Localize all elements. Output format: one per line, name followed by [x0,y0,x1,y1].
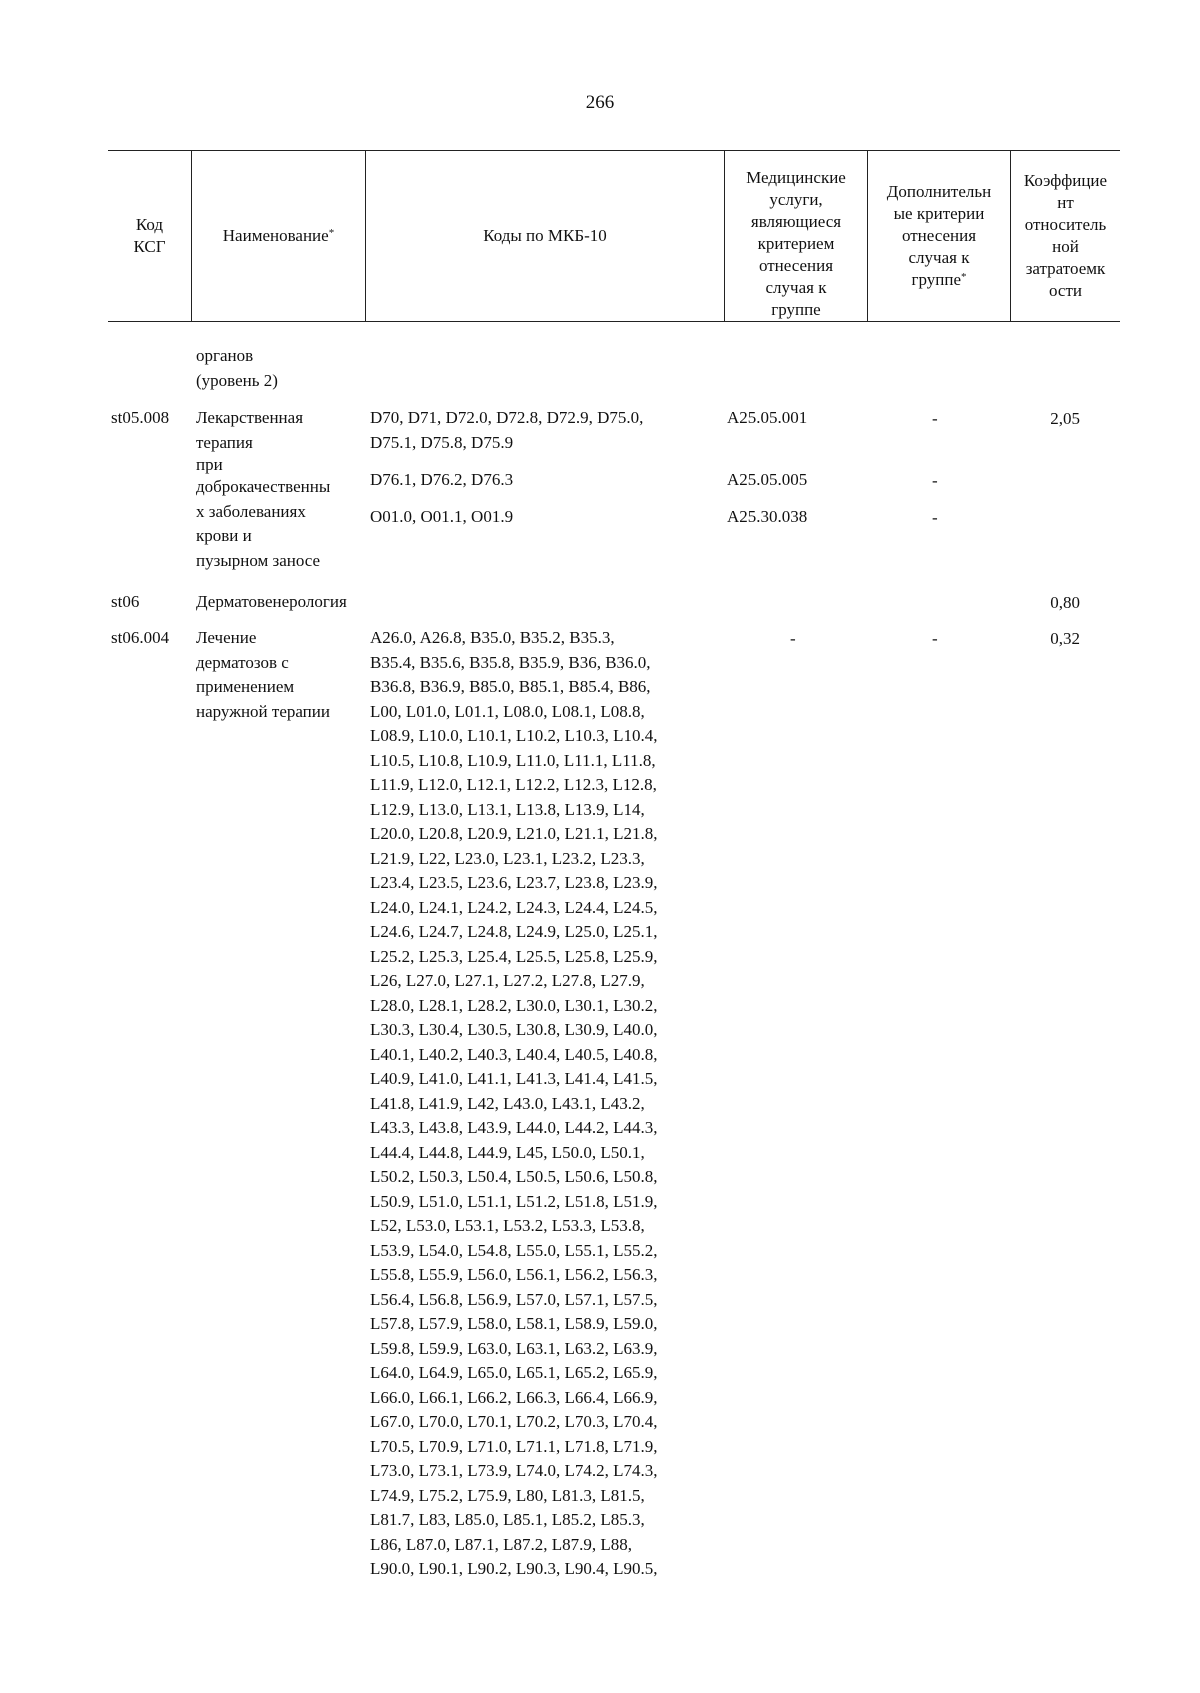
text-line: L64.0, L64.9, L65.0, L65.1, L65.2, L65.9, [370,1363,658,1382]
header-code-line: КСГ [133,237,166,256]
text-line: L10.5, L10.8, L10.9, L11.0, L11.1, L11.8, [370,750,656,770]
text-line: L52, L53.0, L53.1, L53.2, L53.3, L53.8, [370,1216,645,1235]
header-additional [867,151,1010,321]
dash-value: - [790,629,796,648]
header-coef-line: затратоемк [1025,259,1106,278]
text-line: D75.1, D75.8, D75.9 [370,432,514,452]
text-line: B35.4, B35.6, B35.8, B35.9, B36, B36.0, [370,652,651,672]
text-line: L28.0, L28.1, L28.2, L30.0, L30.1, L30.2, [370,995,658,1015]
service-code: A25.05.001 [727,408,808,427]
header-coef [1010,151,1120,321]
text-line: органов [196,346,254,365]
header-name-label: Наименование [222,226,329,245]
text-line: D76.1, D76.2, D76.3 [370,470,514,489]
header-additional-line: отнесения [901,226,977,245]
header-coef-line: ости [1048,281,1082,300]
header-services-line: случая к [765,278,827,297]
text-line: крови и [196,526,252,545]
text-line: L59.8, L59.9, L63.0, L63.1, L63.2, L63.9, [370,1338,658,1358]
header-icd [365,151,724,321]
text-line: L44.4, L44.8, L44.9, L45, L50.0, L50.1, [370,1142,645,1162]
coef-value: 2,05 [1050,409,1080,428]
text-line: L40.1, L40.2, L40.3, L40.4, L40.5, L40.8, [370,1044,658,1064]
text-line: наружной терапии [196,701,330,721]
text-line: L70.5, L70.9, L71.0, L71.1, L71.8, L71.9, [370,1436,658,1456]
text-line: A26.0, A26.8, B35.0, B35.2, B35.3, [370,628,615,647]
text-line: применением [196,677,295,696]
header-code [108,151,191,321]
icd-codes [370,406,730,455]
coef-value: 0,80 [1050,593,1080,612]
header-additional-line: группе [911,270,961,289]
header-services-line: группе [771,300,821,319]
dash-value: - [932,471,938,490]
service-code: A25.30.038 [727,507,808,526]
text-line: L26, L27.0, L27.1, L27.2, L27.8, L27.9, [370,971,645,990]
coef-value: 0,32 [1050,629,1080,648]
text-line: L41.8, L41.9, L42, L43.0, L43.1, L43.2, [370,1093,645,1113]
text-line: L90.0, L90.1, L90.2, L90.3, L90.4, L90.5, [370,1559,658,1578]
text-line: доброкачественны [196,477,331,496]
text-line: при [196,455,223,474]
header-services [724,151,867,321]
header-coef-line: ной [1052,237,1079,256]
text-line: L11.9, L12.0, L12.1, L12.2, L12.3, L12.8, [370,775,657,794]
text-line: L66.0, L66.1, L66.2, L66.3, L66.4, L66.9, [370,1387,658,1407]
text-line: L24.0, L24.1, L24.2, L24.3, L24.4, L24.5, [370,897,658,917]
row-name: Дерматовенерология [196,592,347,611]
header-name [191,151,365,321]
header-services-line: Медицинские [746,168,846,187]
text-line: L21.9, L22, L23.0, L23.1, L23.2, L23.3, [370,848,645,868]
text-line: L25.2, L25.3, L25.4, L25.5, L25.8, L25.9, [370,946,658,966]
header-services-line: отнесения [758,256,834,275]
header-coef-line: Коэффицие [1023,171,1108,190]
text-line: O01.0, O01.1, O01.9 [370,507,514,526]
text-line: L50.2, L50.3, L50.4, L50.5, L50.6, L50.8, [370,1167,658,1186]
text-line: пузырном заносе [196,550,321,570]
footnote-mark: * [328,227,335,239]
header-additional-line: ые критерии [893,204,985,223]
text-line: L40.9, L41.0, L41.1, L41.3, L41.4, L41.5, [370,1069,658,1088]
service-code: A25.05.005 [727,470,808,489]
header-additional-line: случая к [908,248,970,267]
header-additional-line: Дополнительн [886,182,992,201]
table-header [108,150,1120,322]
icd-codes [370,626,730,1582]
row-code: st05.008 [111,408,170,427]
text-line: дерматозов с [196,652,289,672]
text-line: Лечение [196,628,257,647]
dash-value: - [932,508,938,527]
icd-codes [370,468,730,493]
header-coef-line: нт [1057,193,1074,212]
row-name [196,626,330,724]
header-services-line: услуги, [769,190,823,209]
text-line: L74.9, L75.2, L75.9, L80, L81.3, L81.5, [370,1485,645,1505]
header-coef-line: относитель [1024,215,1107,234]
text-line: Лекарственная [196,408,304,427]
header-code-line: Код [135,215,164,234]
continuation-text [196,344,278,393]
text-line: (уровень 2) [196,370,278,390]
text-line: D70, D71, D72.0, D72.8, D72.9, D75.0, [370,408,644,427]
row-name [196,406,330,573]
text-line: L30.3, L30.4, L30.5, L30.8, L30.9, L40.0, [370,1020,658,1039]
text-line: L55.8, L55.9, L56.0, L56.1, L56.2, L56.3, [370,1265,658,1284]
row-code: st06.004 [111,628,170,647]
text-line: L24.6, L24.7, L24.8, L24.9, L25.0, L25.1, [370,922,658,941]
text-line: L20.0, L20.8, L20.9, L21.0, L21.1, L21.8, [370,824,658,843]
dash-value: - [932,629,938,648]
text-line: L50.9, L51.0, L51.1, L51.2, L51.8, L51.9, [370,1191,658,1211]
text-line: L08.9, L10.0, L10.1, L10.2, L10.3, L10.4, [370,726,658,745]
icd-codes [370,505,730,530]
text-line: L67.0, L70.0, L70.1, L70.2, L70.3, L70.4, [370,1412,658,1431]
text-line: L23.4, L23.5, L23.6, L23.7, L23.8, L23.9, [370,873,658,892]
text-line: терапия [196,432,253,452]
text-line: L43.3, L43.8, L43.9, L44.0, L44.2, L44.3, [370,1118,658,1137]
text-line: B36.8, B36.9, B85.0, B85.1, B85.4, B86, [370,677,651,696]
text-line: L86, L87.0, L87.1, L87.2, L87.9, L88, [370,1534,633,1554]
text-line: L00, L01.0, L01.1, L08.0, L08.1, L08.8, [370,701,645,721]
row-code: st06 [111,592,140,611]
text-line: х заболеваниях [196,501,306,521]
header-icd-label: Коды по МКБ-10 [483,226,607,245]
text-line: L81.7, L83, L85.0, L85.1, L85.2, L85.3, [370,1510,645,1529]
text-line: L57.8, L57.9, L58.0, L58.1, L58.9, L59.0, [370,1314,658,1333]
text-line: L12.9, L13.0, L13.1, L13.8, L13.9, L14, [370,799,645,819]
text-line: L53.9, L54.0, L54.8, L55.0, L55.1, L55.2, [370,1240,658,1260]
dash-value: - [932,409,938,428]
text-line: L56.4, L56.8, L56.9, L57.0, L57.1, L57.5, [370,1289,658,1309]
header-services-line: критерием [757,234,835,253]
page-number: 266 [585,92,615,113]
header-services-line: являющиеся [750,212,842,231]
footnote-mark: * [961,271,967,283]
text-line: L73.0, L73.1, L73.9, L74.0, L74.2, L74.3, [370,1461,658,1480]
